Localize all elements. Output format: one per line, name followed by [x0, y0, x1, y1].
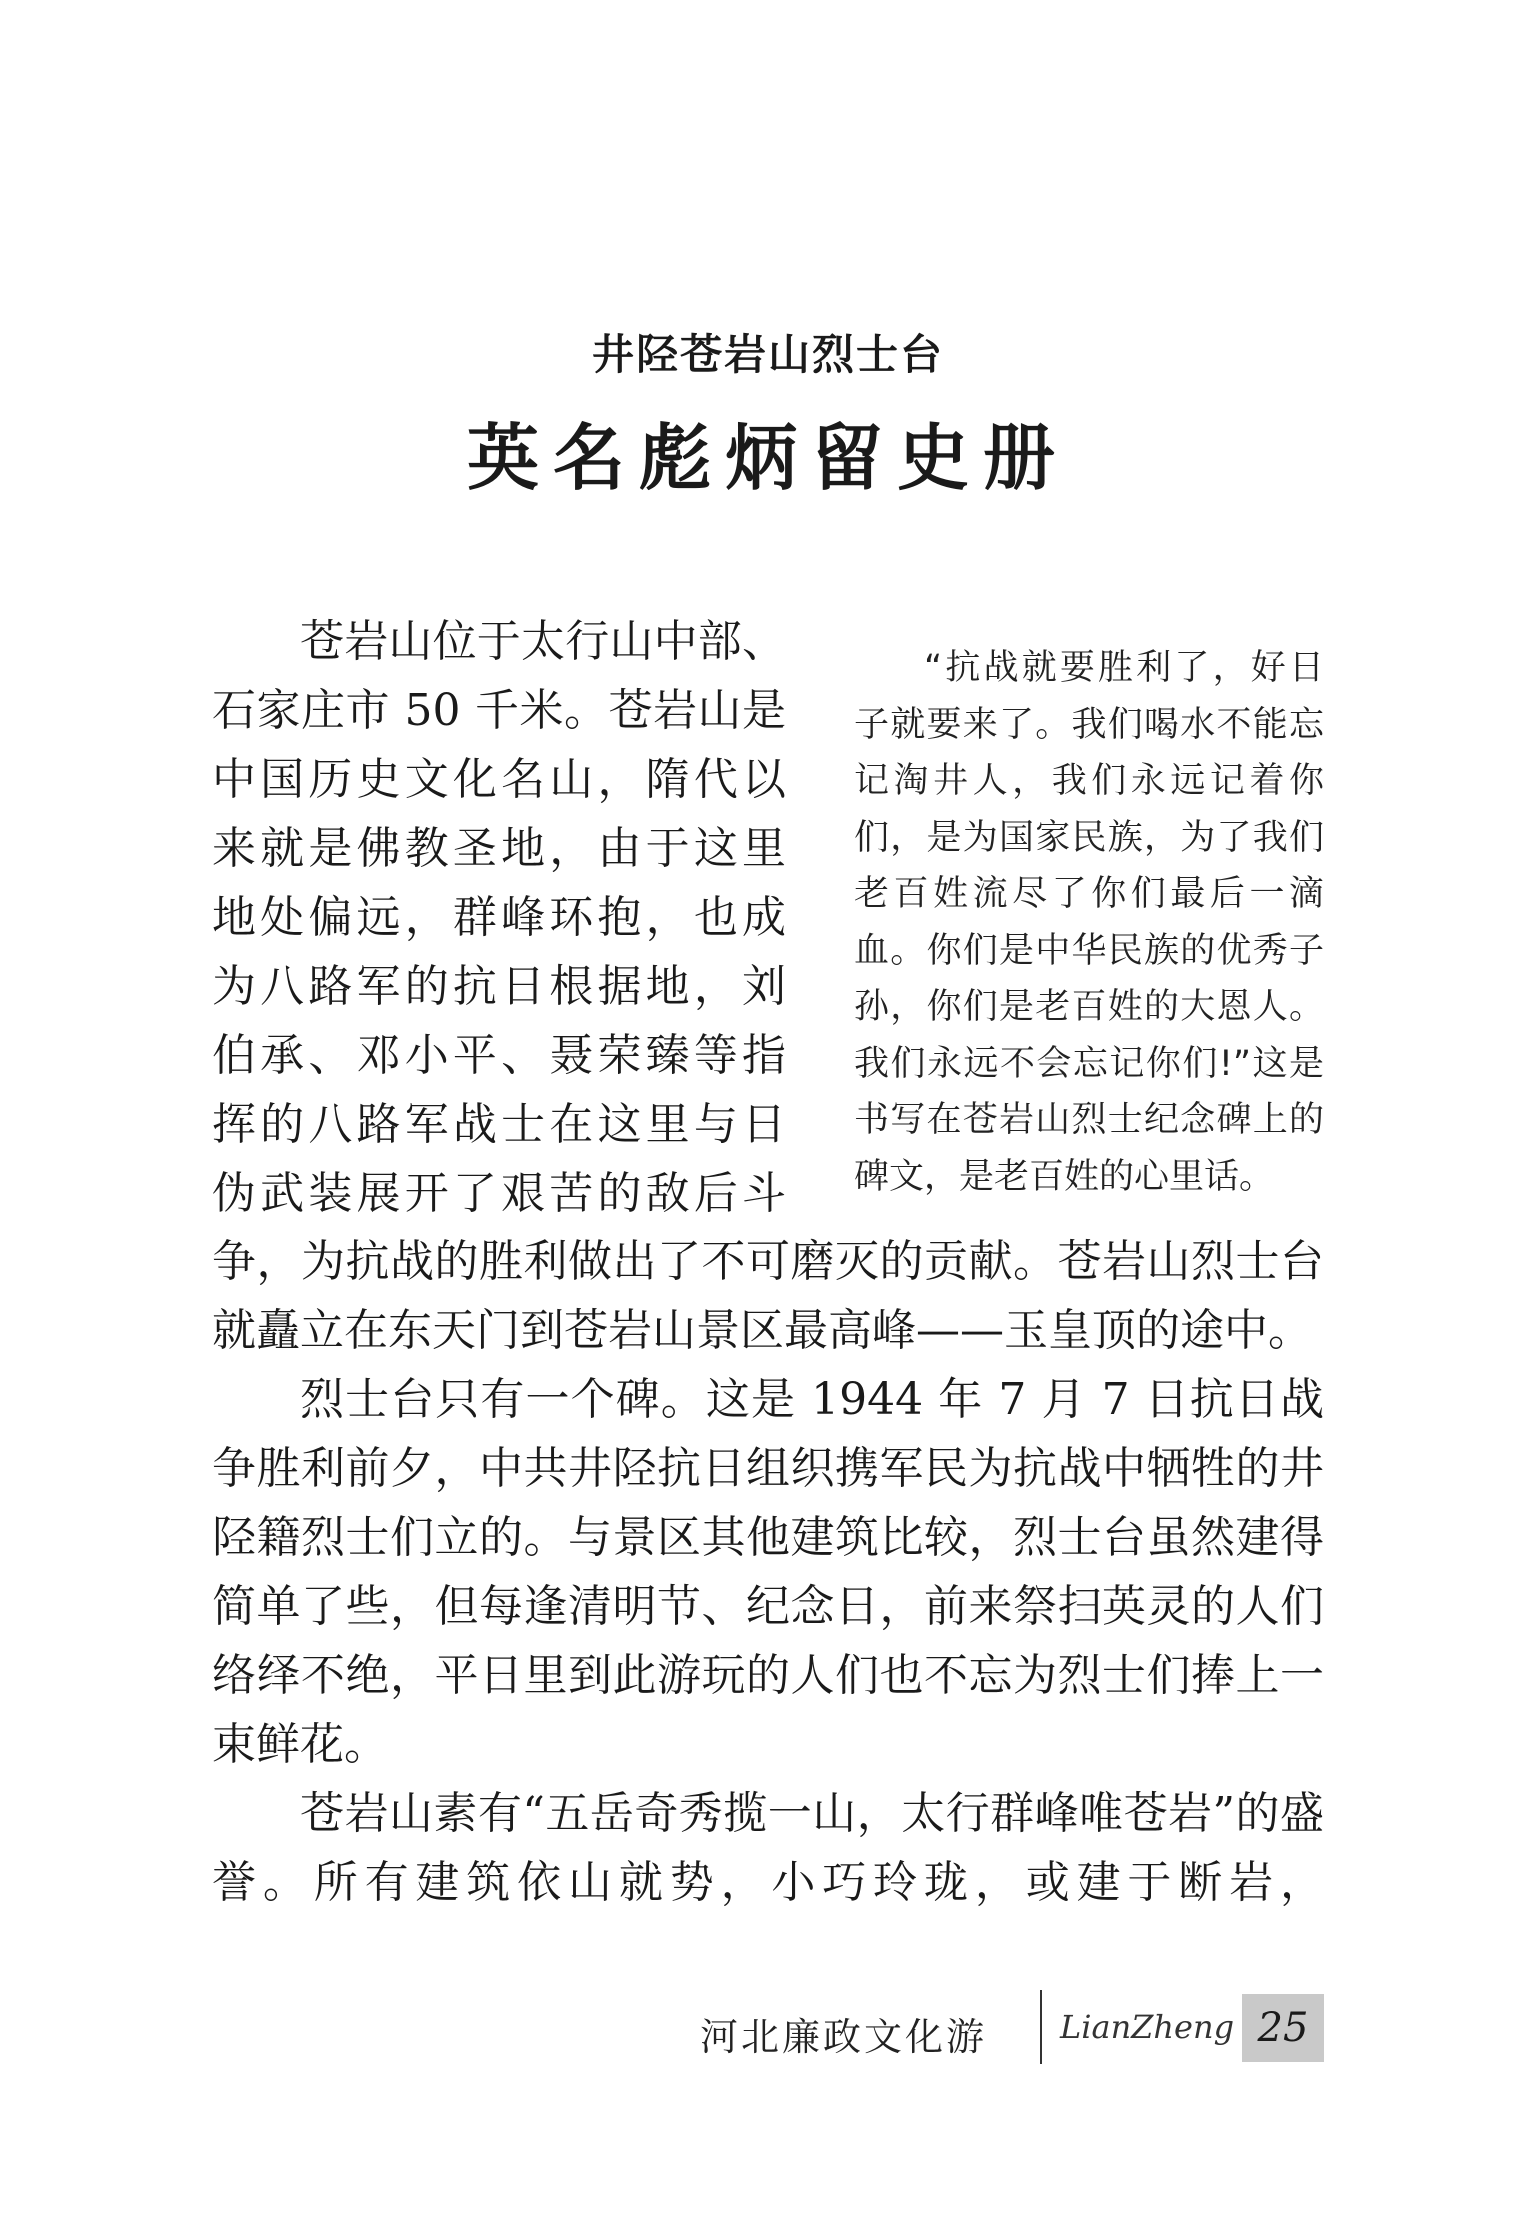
intro-line: 来就是佛教圣地，由于这里: [212, 823, 786, 874]
article-subtitle: 井陉苍岩山烈士台: [591, 330, 944, 379]
intro-line: 苍岩山位于太行山中部、: [300, 616, 786, 667]
intro-line: 中国历史文化名山，隋代以: [212, 754, 786, 805]
paragraph-continuation: 争，为抗战的胜利做出了不可磨灭的贡献。苍岩山烈士台就矗立在东天门到苍岩山景区最高峰——玉皇顶的途中。: [212, 1236, 1324, 1356]
intro-line: 为八路军的抗日根据地，刘: [212, 961, 786, 1012]
page-number: 25: [1257, 2005, 1309, 2051]
paragraph: 苍岩山素有“五岳奇秀揽一山，太行群峰唯苍岩”的盛誉。所有建筑依山就势，小巧玲珑，或建于断岩，: [212, 1788, 1324, 1908]
intro-column: [212, 607, 786, 1228]
intro-line: 伪武装展开了艰苦的敌后斗: [212, 1168, 786, 1219]
intro-line: 伯承、邓小平、聂荣臻等指: [212, 1030, 786, 1081]
page-number-box: [1242, 1994, 1324, 2062]
intro-line: 地处偏远，群峰环抱，也成: [212, 892, 786, 943]
article-title: 英名彪炳留史册: [466, 415, 1069, 500]
brand-logo: LianZheng: [1060, 2008, 1235, 2046]
intro-line: 石家庄市 50 千米。苍岩山是: [212, 685, 786, 736]
main-text: [212, 1227, 1324, 1917]
paragraph: 烈士台只有一个碑。这是 1944 年 7 月 7 日抗日战争胜利前夕，中共井陉抗日组织携军民为抗战中牺牲的井陉籍烈士们立的。与景区其他建筑比较，烈士台虽然建得简单了些，但每逢清明节、纪念日，前来祭扫英灵的人们络绎不绝，平日里到此游玩的人们也不忘为烈士们捧上一束鲜花。: [212, 1374, 1324, 1770]
pull-quote: “抗战就要胜利了，好日子就要来了。我们喝水不能忘记淘井人，我们永远记着你们，是为国家民族，为了我们老百姓流尽了你们最后一滴血。你们是中华民族的优秀子孙，你们是老百姓的大恩人。我们永远不会忘记你们!”这是书写在苍岩山烈士纪念碑上的碑文，是老百姓的心里话。: [854, 648, 1324, 1197]
footer-divider: [1040, 1990, 1042, 2064]
book-title: 河北廉政文化游: [700, 2015, 988, 2059]
intro-line: 挥的八路军战士在这里与日: [212, 1099, 786, 1150]
